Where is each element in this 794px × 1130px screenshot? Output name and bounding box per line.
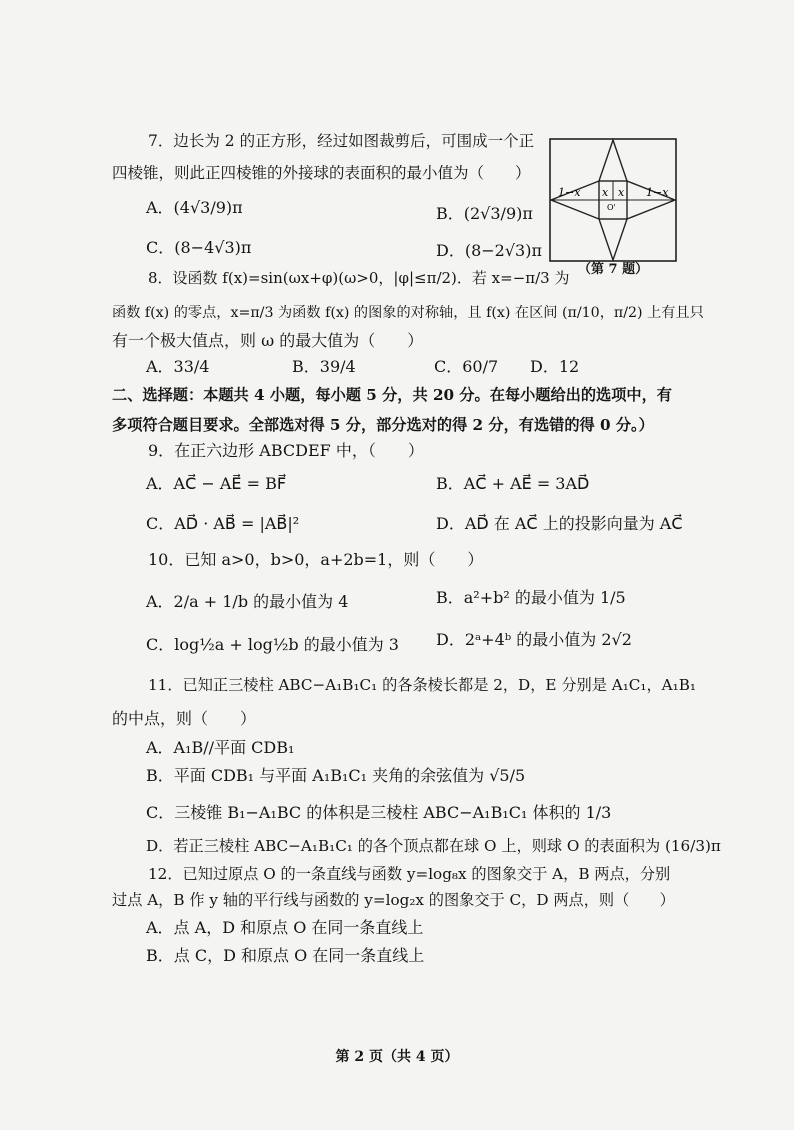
q7-option-a: A．(4√3/9)π	[146, 198, 243, 217]
section2-header-line-1: 二、选择题：本题共 4 小题，每小题 5 分，共 20 分。在每小题给出的选项中，有	[112, 386, 672, 404]
q11-option-b: B．平面 CDB₁ 与平面 A₁B₁C₁ 夹角的余弦值为 √5/5	[146, 766, 526, 785]
figure-label-left: 1−x	[558, 186, 581, 199]
q7-option-b: B．(2√3/9)π	[436, 204, 533, 223]
q9-option-c: C．AD⃗ · AB⃗ = |AB⃗|²	[146, 514, 300, 533]
q11-option-a: A．A₁B//平面 CDB₁	[146, 738, 295, 757]
q12-stem-line-1: 12．已知过原点 O 的一条直线与函数 y=log₈x 的图象交于 A，B 两点，分别	[148, 865, 671, 883]
q12-option-a: A．点 A，D 和原点 O 在同一条直线上	[146, 918, 424, 937]
q10-stem: 10．已知 a>0，b>0，a+2b=1，则（ ）	[148, 550, 484, 569]
figure-label-right: 1−x	[646, 186, 669, 199]
q8-option-d: D．12	[530, 357, 580, 376]
figure-label-mid-right: x	[618, 186, 625, 199]
q10-option-a: A．2/a + 1/b 的最小值为 4	[146, 592, 349, 611]
figure-label-mid-left: x	[602, 186, 609, 199]
q8-option-c: C．60/7	[434, 357, 499, 376]
q10-option-b: B．a²+b² 的最小值为 1/5	[436, 588, 626, 607]
q10-option-c: C．log½a + log½b 的最小值为 3	[146, 635, 399, 654]
figure-label-center: O'	[607, 203, 616, 212]
q11-option-d: D．若正三棱柱 ABC−A₁B₁C₁ 的各个顶点都在球 O 上，则球 O 的表面积为 (16/3)π	[146, 837, 721, 855]
q8-stem-line-3: 有一个极大值点，则 ω 的最大值为（ ）	[112, 331, 424, 350]
section2-header-line-2: 多项符合题目要求。全部选对得 5 分，部分选对的得 2 分，有选错的得 0 分。）	[112, 416, 654, 434]
q9-stem: 9．在正六边形 ABCDEF 中，（ ）	[148, 441, 424, 460]
q11-option-c: C．三棱锥 B₁−A₁BC 的体积是三棱柱 ABC−A₁B₁C₁ 体积的 1/3	[146, 803, 612, 822]
q11-stem-line-2: 的中点，则（ ）	[112, 709, 257, 728]
q7-option-c: C．(8−4√3)π	[146, 238, 252, 257]
q8-option-b: B．39/4	[292, 357, 356, 376]
q12-stem-line-2: 过点 A，B 作 y 轴的平行线与函数的 y=log₂x 的图象交于 C，D 两点，则（ ）	[112, 891, 675, 909]
q8-stem-line-2: 函数 f(x) 的零点，x=π/3 为函数 f(x) 的图象的对称轴，且 f(x) 在区间 (π/10，π/2) 上有且只	[112, 305, 704, 321]
q7-stem-line-1: 7．边长为 2 的正方形，经过如图裁剪后，可围成一个正	[148, 132, 535, 150]
q9-option-b: B．AC⃗ + AE⃗ = 3AD⃗	[436, 474, 590, 493]
q11-stem-line-1: 11．已知正三棱柱 ABC−A₁B₁C₁ 的各条棱长都是 2，D，E 分别是 A₁C₁，A₁B₁	[148, 676, 696, 694]
q9-option-d: D．AD⃗ 在 AC⃗ 上的投影向量为 AC⃗	[436, 514, 683, 533]
q8-option-a: A．33/4	[146, 357, 210, 376]
q7-stem-line-2: 四棱锥，则此正四棱锥的外接球的表面积的最小值为（ ）	[112, 164, 531, 182]
page-footer: 第 2 页（共 4 页）	[335, 1049, 459, 1065]
q12-option-b: B．点 C，D 和原点 O 在同一条直线上	[146, 946, 425, 965]
q7-figure	[549, 138, 677, 262]
q8-stem-line-1: 8．设函数 f(x)=sin(ωx+φ)(ω>0，|φ|≤π/2)．若 x=−π/3 为	[148, 269, 570, 287]
q7-figure-caption: （第 7 题）	[578, 262, 649, 277]
q9-option-a: A．AC⃗ − AE⃗ = BF⃗	[146, 474, 287, 493]
q7-option-d: D．(8−2√3)π	[436, 241, 542, 260]
q10-option-d: D．2ᵃ+4ᵇ 的最小值为 2√2	[436, 630, 632, 649]
